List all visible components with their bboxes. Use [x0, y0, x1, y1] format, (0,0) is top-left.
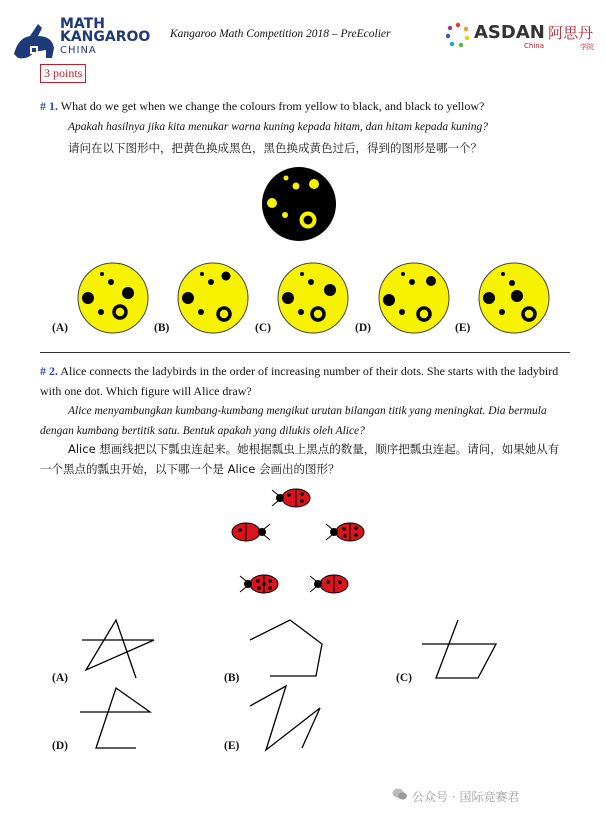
q1-option-d-label[interactable]: (D)	[355, 322, 371, 334]
ladybird-icon	[272, 489, 310, 507]
ladybirds-figure	[228, 482, 368, 604]
question-divider	[40, 352, 570, 353]
logo-line-1: MATH	[60, 16, 105, 32]
q1-option-a-label[interactable]: (A)	[52, 322, 68, 334]
q2-text-cn: Alice 想画线把以下瓢虫连起来。她根据瓢虫上黑点的数量，顺序把瓢虫连起。请问，如果她从有一个黑点的瓢虫开始，以下哪一个是 Alice 会画出的图形？	[40, 442, 560, 476]
q1-option-c-figure[interactable]	[276, 262, 350, 334]
logo-line-3: CHINA	[60, 45, 97, 56]
q1-option-e-label[interactable]: (E)	[455, 322, 471, 334]
q1-option-d-figure[interactable]	[377, 262, 451, 334]
q1-text-ms: Apakah hasilnya jika kita menukar warna kuning kepada hitam, dan hitam kepada kuning?	[68, 121, 489, 133]
q2-option-e-label[interactable]: (E)	[224, 740, 240, 752]
partner-sub-right: 学院	[580, 43, 594, 51]
q2-option-c-figure[interactable]	[418, 618, 504, 682]
q1-option-e-figure[interactable]	[477, 262, 551, 334]
ladybird-icon	[232, 523, 270, 541]
q1-option-b-label[interactable]: (B)	[154, 322, 170, 334]
page-title: Kangaroo Math Competition 2018 – PreEcolier	[170, 28, 391, 40]
points-badge: 3 points	[40, 64, 86, 83]
logo-text	[60, 18, 150, 57]
q2-text-en: Alice connects the ladybirds in the order of increasing number of their dots. She starts with the ladybird with one dot. Which figure will Alice draw?	[40, 364, 559, 398]
watermark-text: 公众号 · 国际竞赛君	[412, 790, 520, 804]
q1-option-a-figure[interactable]	[76, 262, 150, 334]
q2-option-b-figure[interactable]	[246, 618, 332, 682]
partner-sub-left: China	[524, 42, 544, 50]
partner-name: ASDAN	[474, 22, 545, 43]
q2-option-b-label[interactable]: (B)	[224, 672, 240, 684]
q1-option-b-figure[interactable]	[176, 262, 250, 334]
q2-option-d-figure[interactable]	[76, 686, 162, 752]
q2-text-ms: Alice menyambungkan kumbang-kumbang mengikut urutan bilangan titik yang meningkat. Dia bermula dengan kumbang bertitik satu. Bentuk apakah yang dilukis oleh Alice?	[40, 405, 547, 437]
q2-option-a-figure[interactable]	[76, 618, 162, 680]
q2-option-d-label[interactable]: (D)	[52, 740, 68, 752]
q2-option-a-label[interactable]: (A)	[52, 672, 68, 684]
ladybird-icon	[326, 523, 364, 541]
q1-number: # 1.	[40, 99, 58, 113]
q2-option-c-label[interactable]: (C)	[396, 672, 412, 684]
q2-option-e-figure[interactable]	[246, 684, 332, 752]
logo-line-2: KANGAROO	[60, 29, 151, 45]
q1-option-c-label[interactable]: (C)	[255, 322, 271, 334]
q2-question-en	[40, 361, 560, 401]
wechat-icon	[392, 786, 408, 802]
partner-name-cn: 阿思丹	[548, 24, 594, 42]
q1-text-en: What do we get when we change the colours from yellow to black, and black to yellow?	[60, 99, 485, 113]
q1-question-en	[40, 99, 484, 114]
q2-number: # 2.	[40, 364, 58, 378]
ladybird-icon	[240, 575, 278, 593]
asdan-logo-icon	[446, 22, 470, 48]
ladybird-icon	[310, 575, 348, 593]
q1-text-cn: 请问在以下图形中，把黄色换成黑色，黑色换成黄色过后，得到的图形是哪一个？	[68, 141, 482, 155]
q1-main-figure	[260, 165, 338, 243]
